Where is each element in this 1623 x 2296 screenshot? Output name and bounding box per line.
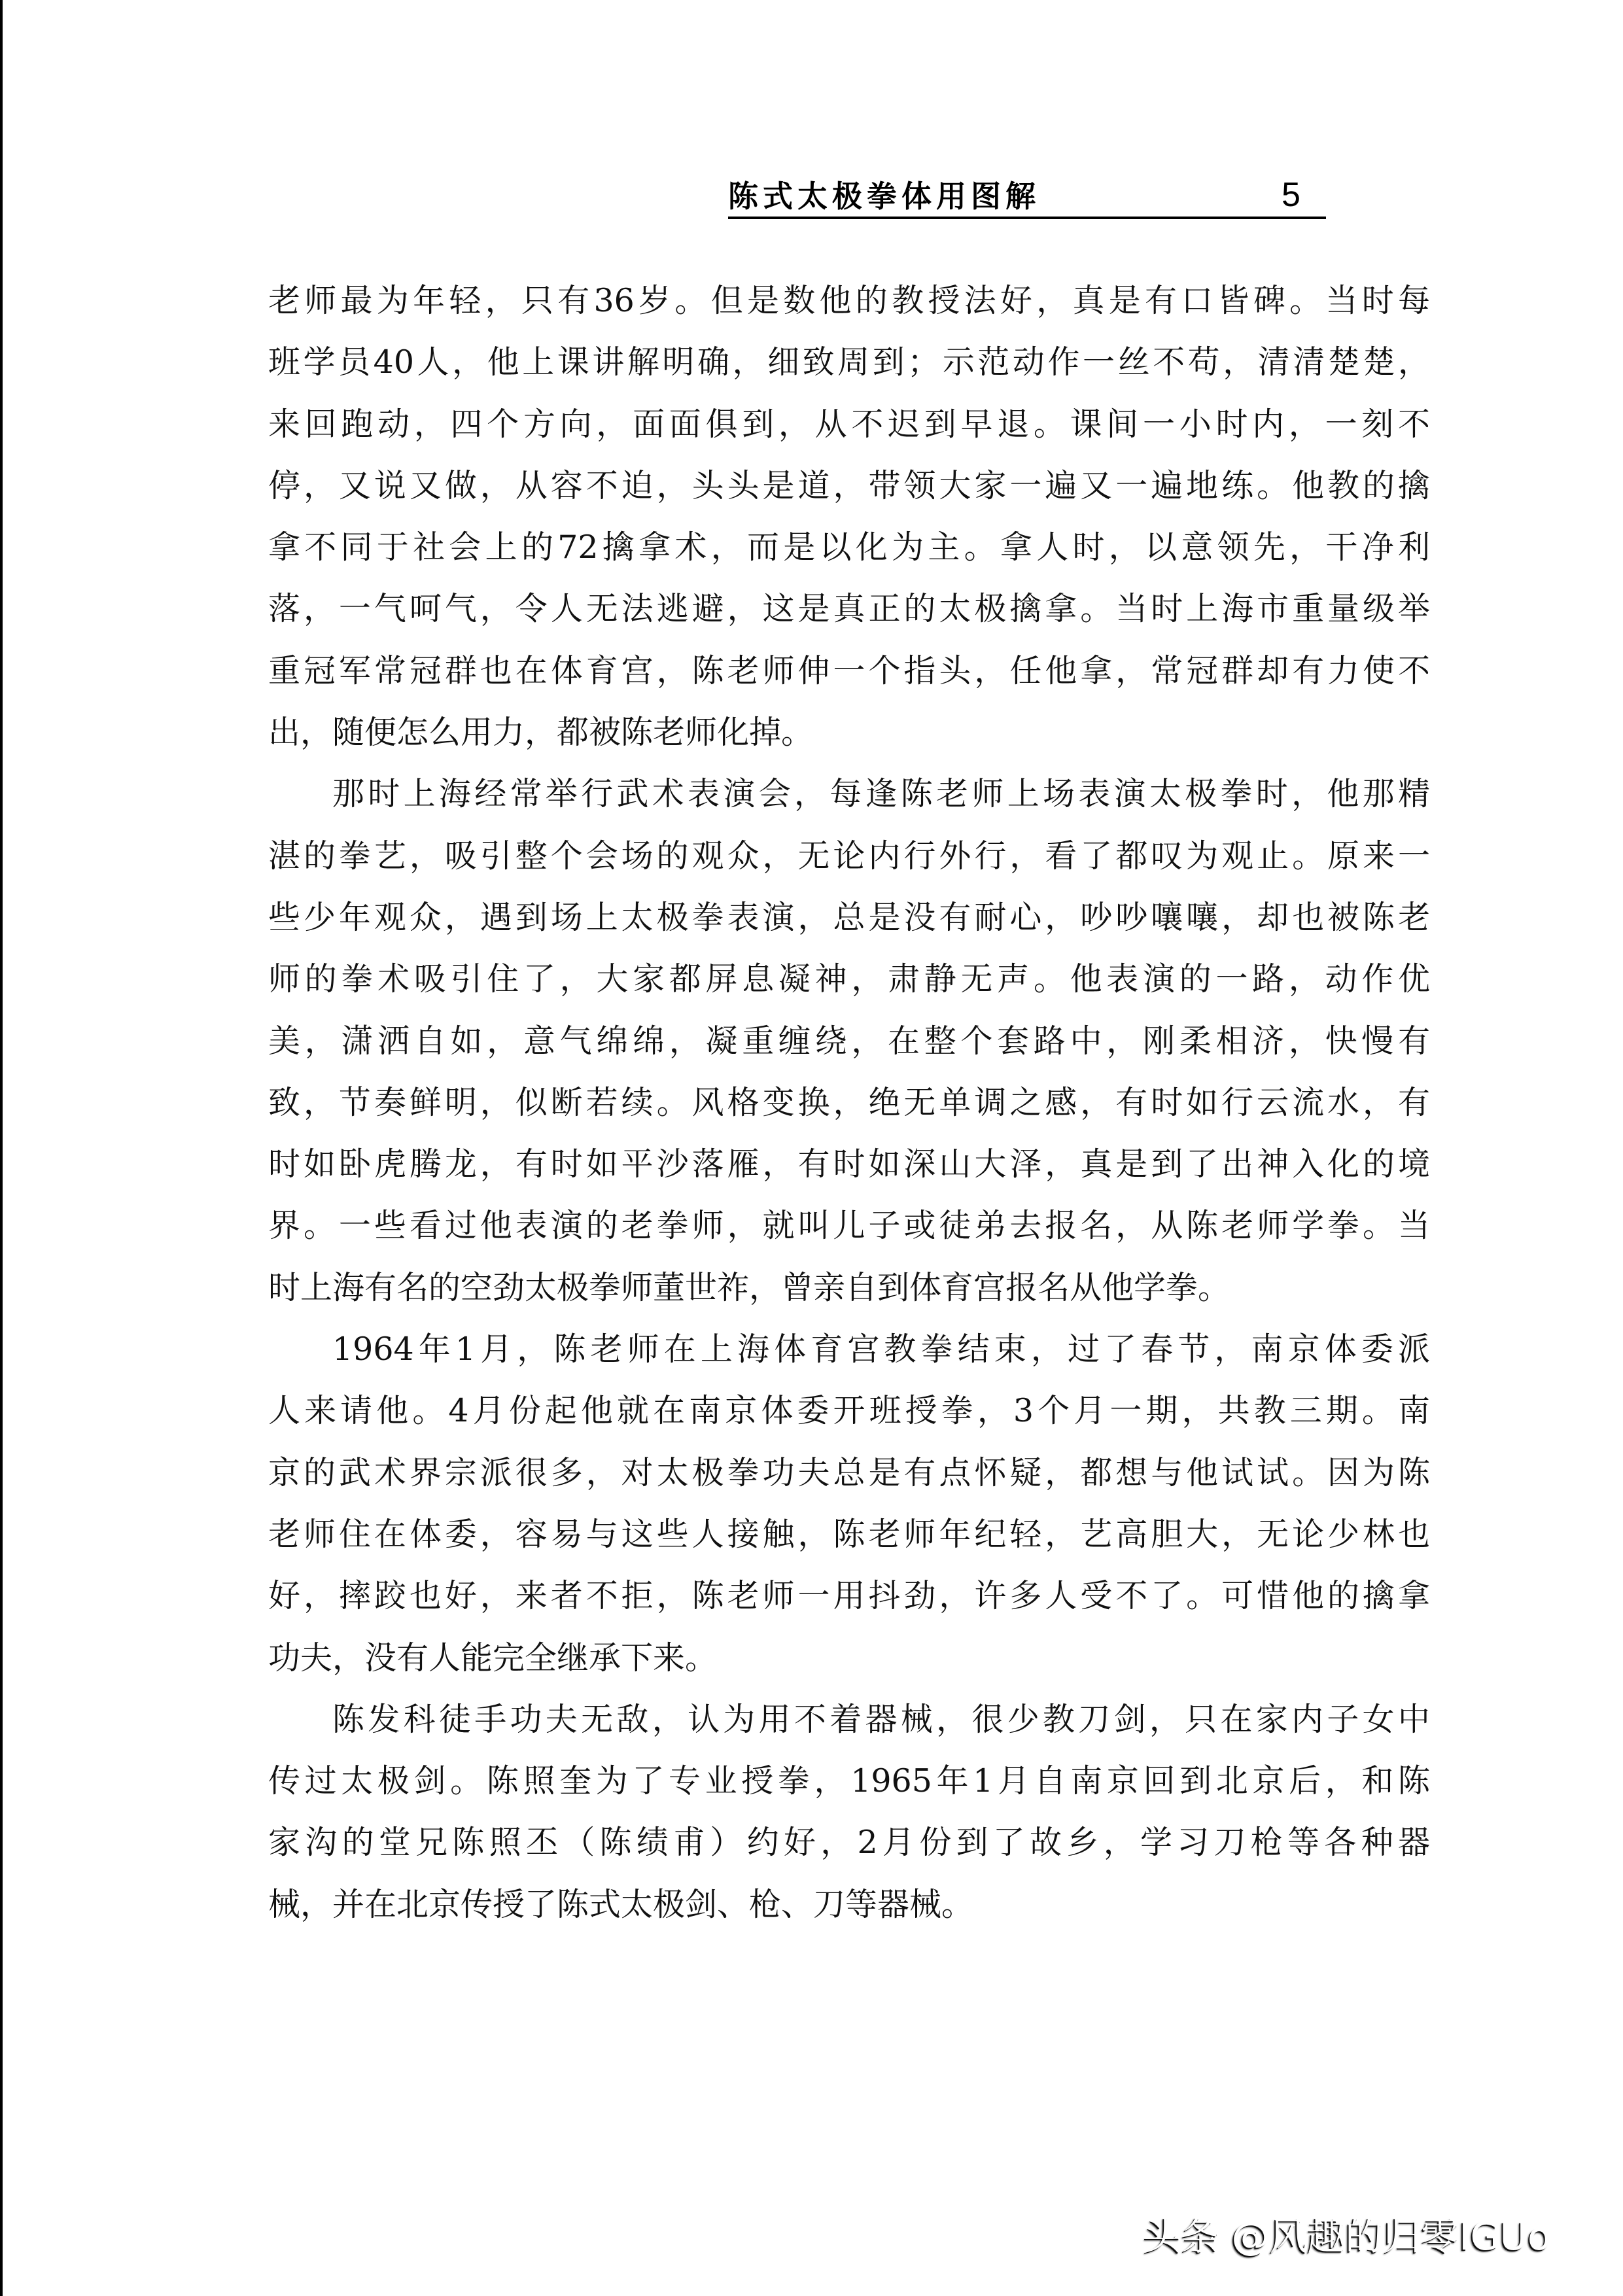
text-line: 班学员40人，他上课讲解明确，细致周到；示范动作一丝不苟，清清楚楚，: [268, 343, 1430, 381]
text-line: 京的武术界宗派很多，对太极拳功夫总是有点怀疑，都想与他试试。因为陈: [268, 1453, 1430, 1491]
text-line: 人来请他。4月份起他就在南京体委开班授拳，3个月一期，共教三期。南: [268, 1392, 1430, 1430]
text-line: 停，又说又做，从容不迫，头头是道，带领大家一遍又一遍地练。他教的擒: [268, 466, 1430, 504]
text-line: 湛的拳艺，吸引整个会场的观众，无论内行外行，看了都叹为观止。原来一: [268, 837, 1430, 875]
text-line: 时上海有名的空劲太极拳师董世祚，曾亲自到体育宫报名从他学拳。: [268, 1268, 1230, 1306]
running-header: [728, 177, 1326, 216]
page-number: 5: [1282, 176, 1300, 214]
text-line: 那时上海经常举行武术表演会，每逢陈老师上场表演太极拳时，他那精: [332, 775, 1430, 813]
text-line: 好，摔跤也好，来者不拒，陈老师一用抖劲，许多人受不了。可惜他的擒拿: [268, 1577, 1430, 1615]
watermark: 头条 @风趣的归零IGUo: [1143, 2214, 1551, 2259]
text-line: 师的拳术吸引住了，大家都屏息凝神，肃静无声。他表演的一路，动作优: [268, 960, 1430, 998]
text-line: 美，潇洒自如，意气绵绵，凝重缠绕，在整个套路中，刚柔相济，快慢有: [268, 1022, 1430, 1060]
text-line: 老师住在体委，容易与这些人接触，陈老师年纪轻，艺高胆大，无论少林也: [268, 1515, 1430, 1553]
text-line: 致，节奏鲜明，似断若续。风格变换，绝无单调之感，有时如行云流水，有: [268, 1083, 1430, 1121]
text-line: 时如卧虎腾龙，有时如平沙落雁，有时如深山大泽，真是到了出神入化的境: [268, 1145, 1430, 1183]
text-line: 老师最为年轻，只有36岁。但是数他的教授法好，真是有口皆碑。当时每: [268, 282, 1430, 319]
text-line: 传过太极剑。陈照奎为了专业授拳，1965年1月自南京回到北京后，和陈: [268, 1762, 1430, 1800]
text-line: 出，随便怎么用力，都被陈老师化掉。: [268, 714, 814, 752]
text-line: 陈发科徒手功夫无敌，认为用不着器械，很少教刀剑，只在家内子女中: [332, 1700, 1430, 1738]
text-line: 重冠军常冠群也在体育宫，陈老师伸一个指头，任他拿，常冠群却有力使不: [268, 652, 1430, 689]
paragraph: [268, 270, 1430, 763]
text-line: 家沟的堂兄陈照丕（陈绩甫）约好，2月份到了故乡，学习刀枪等各种器: [268, 1824, 1430, 1862]
header-rule: [728, 217, 1326, 219]
paragraph: [268, 1689, 1430, 1936]
text-line: 些少年观众，遇到场上太极拳表演，总是没有耐心，吵吵嚷嚷，却也被陈老: [268, 898, 1430, 936]
text-line: 拿不同于社会上的72擒拿术，而是以化为主。拿人时，以意领先，干净利: [268, 529, 1430, 566]
book-title: 陈式太极拳体用图解: [728, 179, 1040, 214]
text-line: 功夫，没有人能完全继承下来。: [268, 1639, 718, 1677]
text-line: 1964年1月，陈老师在上海体育宫教拳结束，过了春节，南京体委派: [332, 1331, 1430, 1368]
text-line: 落，一气呵气，令人无法逃避，这是真正的太极擒拿。当时上海市重量级举: [268, 590, 1430, 628]
text-line: 来回跑动，四个方向，面面俱到，从不迟到早退。课间一小时内，一刻不: [268, 405, 1430, 443]
text-line: 械，并在北京传授了陈式太极剑、枪、刀等器械。: [268, 1885, 974, 1923]
body-text: [268, 270, 1430, 1936]
scan-left-edge: [0, 0, 3, 2296]
paragraph: [268, 763, 1430, 1319]
text-line: 界。一些看过他表演的老拳师，就叫儿子或徒弟去报名，从陈老师学拳。当: [268, 1207, 1430, 1245]
paragraph: [268, 1319, 1430, 1689]
